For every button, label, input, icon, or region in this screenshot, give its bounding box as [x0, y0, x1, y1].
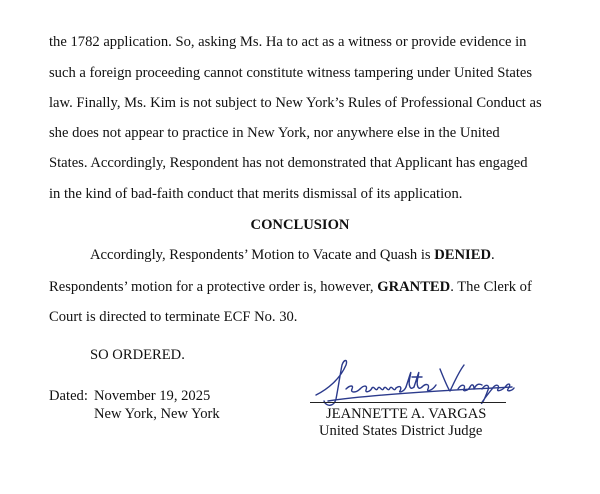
conclusion-line-3: Court is directed to terminate ECF No. 30.: [49, 309, 298, 325]
denied-ruling: DENIED: [434, 247, 492, 263]
granted-ruling: GRANTED: [377, 279, 451, 295]
so-ordered: SO ORDERED.: [90, 347, 185, 363]
body-line-2: such a foreign proceeding cannot constitute witness tampering under United States: [49, 65, 533, 81]
conclusion-line-1-suffix: .: [491, 247, 495, 263]
conclusion-line-2-prefix: Respondents’ motion for a protective order is, however,: [49, 279, 378, 295]
judge-title: United States District Judge: [319, 423, 483, 439]
dated-place: New York, New York: [94, 406, 220, 422]
conclusion-line-1-prefix: Accordingly, Respondents’ Motion to Vacate and Quash is: [90, 247, 435, 263]
conclusion-line-2: [49, 278, 532, 296]
body-line-5: States. Accordingly, Respondent has not demonstrated that Applicant has engaged: [49, 155, 528, 171]
judge-name: JEANNETTE A. VARGAS: [326, 406, 487, 422]
signature-line: [310, 402, 506, 403]
body-line-3: law. Finally, Ms. Kim is not subject to New York’s Rules of Professional Conduct as: [49, 95, 542, 111]
body-line-6: in the kind of bad-faith conduct that merits dismissal of its application.: [49, 186, 463, 202]
dated-date: November 19, 2025: [94, 388, 211, 404]
conclusion-line-1: [90, 246, 495, 264]
dated-label: Dated:: [49, 388, 88, 404]
conclusion-line-2-suffix: . The Clerk of: [450, 279, 532, 295]
conclusion-heading: CONCLUSION: [250, 217, 350, 233]
body-line-4: she does not appear to practice in New York, nor anywhere else in the United: [49, 125, 500, 141]
body-line-1: the 1782 application. So, asking Ms. Ha to act as a witness or provide evidence in: [49, 34, 527, 50]
